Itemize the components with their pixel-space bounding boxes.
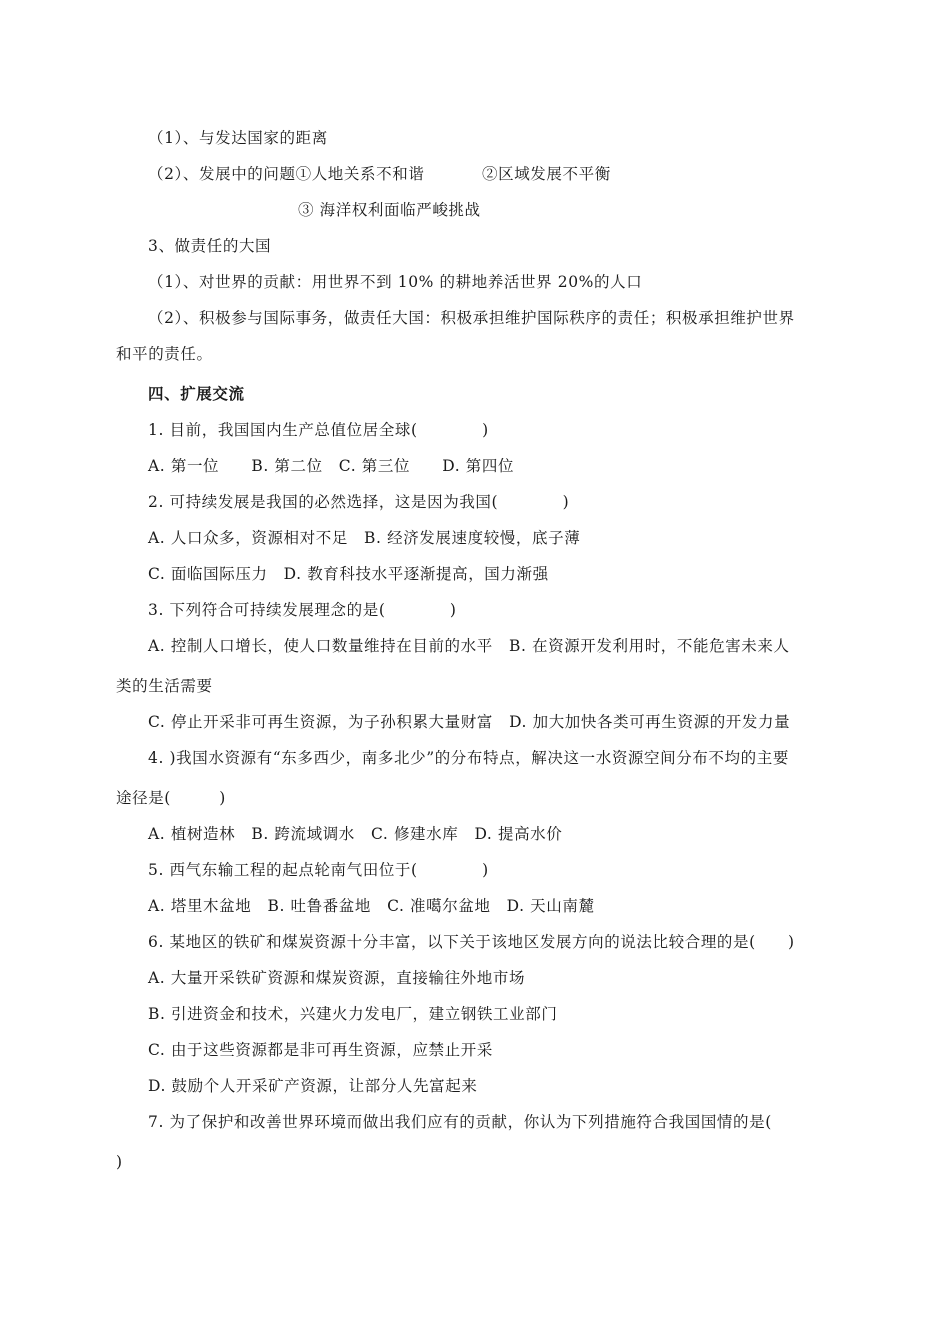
- question-7-stem-line-2: ): [116, 1153, 123, 1171]
- outline-item-2-part-c: ③ 海洋权利面临严峻挑战: [298, 201, 481, 219]
- question-4-stem-line-2: 途径是( ): [116, 789, 226, 807]
- section-3-item-2-line-2: 和平的责任。: [116, 345, 213, 363]
- question-7-stem-line-1: 7. 为了保护和改善世界环境而做出我们应有的贡献，你认为下列措施符合我国国情的是(: [148, 1113, 772, 1131]
- question-6-option-b: B. 引进资金和技术，兴建火力发电厂，建立钢铁工业部门: [148, 1005, 558, 1023]
- question-4-options: A. 植树造林 B. 跨流域调水 C. 修建水库 D. 提高水价: [148, 825, 563, 843]
- question-3-stem: 3. 下列符合可持续发展理念的是( ): [148, 601, 457, 619]
- question-4-stem-line-1: 4. )我国水资源有“东多西少，南多北少”的分布特点，解决这一水资源空间分布不均的主要: [148, 749, 789, 767]
- section-3-item-2-line-1: （2）、积极参与国际事务，做责任大国：积极承担维护国际秩序的责任；积极承担维护世界: [148, 309, 795, 327]
- question-5-stem: 5. 西气东输工程的起点轮南气田位于( ): [148, 861, 489, 879]
- section-4-title: 四、扩展交流: [148, 385, 245, 403]
- section-3-title: 3、做责任的大国: [148, 237, 272, 255]
- question-3-options-line-2: 类的生活需要: [116, 677, 213, 695]
- question-3-options-line-1: A. 控制人口增长，使人口数量维持在目前的水平 B. 在资源开发利用时，不能危害未来人: [148, 637, 790, 655]
- question-6-option-d: D. 鼓励个人开采矿产资源，让部分人先富起来: [148, 1077, 478, 1095]
- outline-item-2-part-b: ②区域发展不平衡: [482, 165, 611, 183]
- question-6-stem: 6. 某地区的铁矿和煤炭资源十分丰富，以下关于该地区发展方向的说法比较合理的是( ): [148, 933, 795, 951]
- question-5-options: A. 塔里木盆地 B. 吐鲁番盆地 C. 准噶尔盆地 D. 天山南麓: [148, 897, 595, 915]
- outline-item-2-part-a: （2）、发展中的问题①人地关系不和谐: [148, 165, 425, 183]
- question-1-stem: 1. 目前，我国国内生产总值位居全球( ): [148, 421, 489, 439]
- question-2-options-line-1: A. 人口众多，资源相对不足 B. 经济发展速度较慢，底子薄: [148, 529, 581, 547]
- question-2-stem: 2. 可持续发展是我国的必然选择，这是因为我国( ): [148, 493, 570, 511]
- question-3-options-line-3: C. 停止开采非可再生资源，为子孙积累大量财富 D. 加大加快各类可再生资源的开发力量: [148, 713, 791, 731]
- outline-item-1: （1）、与发达国家的距离: [148, 129, 328, 147]
- question-6-option-a: A. 大量开采铁矿资源和煤炭资源，直接输往外地市场: [148, 969, 526, 987]
- section-3-item-1: （1）、对世界的贡献：用世界不到 10% 的耕地养活世界 20%的人口: [148, 273, 643, 291]
- question-1-options: A. 第一位 B. 第二位 C. 第三位 D. 第四位: [148, 457, 515, 475]
- question-6-option-c: C. 由于这些资源都是非可再生资源，应禁止开采: [148, 1041, 493, 1059]
- question-2-options-line-2: C. 面临国际压力 D. 教育科技水平逐渐提高，国力渐强: [148, 565, 549, 583]
